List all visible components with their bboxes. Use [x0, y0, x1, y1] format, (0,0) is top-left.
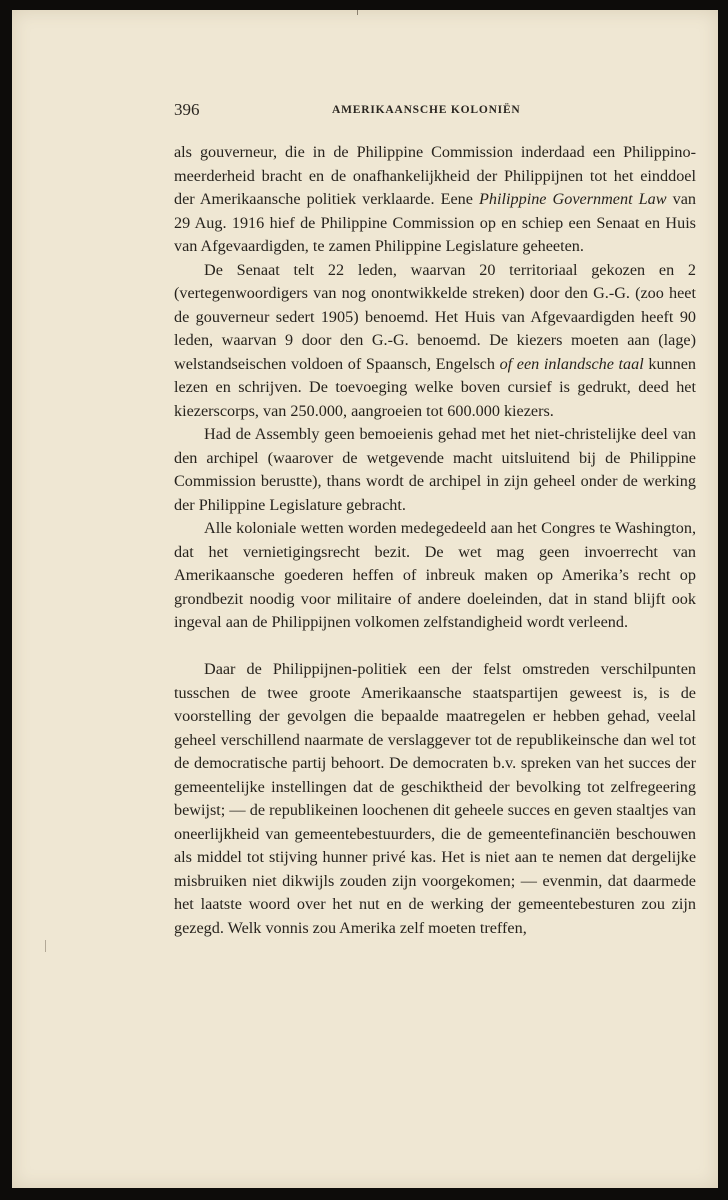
page-speck — [45, 940, 46, 952]
paragraph-1 — [174, 141, 696, 259]
law-title: Philippine Government Law — [479, 190, 667, 208]
body-text — [174, 141, 696, 940]
paragraph-2-start: De Senaat telt 22 leden, waarvan 20 territoriaal gekozen en 2 (vertegenwoordigers van nog onontwikkelde streken) door den G.-G. (zoo heet de gouverneur sedert 1905) benoemd. Het Huis van Afgevaardigden heeft 90 leden, waarvan 9 door den G.-G. benoemd. De kiezers moeten aan (lage) welstandseischen voldoen of Spaansch, Engelsch — [174, 260, 696, 373]
paragraph-5: Daar de Philippijnen-politiek een der felst omstreden verschilpunten tusschen de twee groote Amerikaansche staatspartijen geweest is, is de voorstelling der gevolgen die bepaalde maatregelen er hebben gehad, veelal geheel verschillend naarmate de verslaggever tot de republikeinsche dan wel tot de democratische partij behoort. De democraten b.v. spreken van het succes der gemeentelijke instellingen dat de geschiktheid der bevolking tot zelfregeering bewijst; — de republikeinen loochenen dit geheele succes en geven staaltjes van oneerlijkheid van gemeentebestuurders, die de gemeentefinanciën beschouwen als middel tot stijving hunner privé kas. Het is niet aan te nemen dat dergelijke misbruiken niet dikwijls zouden zijn voorgekomen; — evenmin, dat daarmede het laatste woord over het nut en de werking der gemeentebesturen zou zijn gezegd. Welk vonnis zou Amerika zelf moeten treffen, — [174, 660, 696, 937]
paragraph-2-end: kunnen lezen en schrijven. De toevoeging welke boven cursief is gedrukt, deed het kiezerscorps, van 250.000, aangroeien tot 600.000 kiezers. — [174, 354, 697, 420]
paragraph-3: Had de Assembly geen bemoeienis gehad met het niet-christelijke deel van den archipel (waarover de wetgevende macht uitsluitend bij de Philippine Commission berustte), thans wordt de archipel in zijn geheel onder de werking der Philippine Legislature gebracht. — [174, 425, 696, 514]
paragraph-1-start: als gouverneur, die in de Philippine Commission inderdaad een Philippino-meerderheid bracht en de onafhankelijkheid der Philippijnen tot het einddoel der Amerikaansche politiek verklaarde. Eene — [174, 143, 696, 208]
italic-phrase: of een inlandsche taal — [499, 354, 644, 373]
page-speck — [357, 10, 358, 15]
paragraph-4: Alle koloniale wetten worden medegedeeld aan het Congres te Washington, dat het vernietigingsrecht bezit. De wet mag geen invoerrecht van Amerikaansche goederen heffen of inbreuk maken op Amerika’s recht op grondbezit noodig voor militaire of andere doeleinden, dat in stand blijft ook ingeval aan de Philippijnen volkomen zelfstandigheid wordt verleend. — [174, 519, 696, 631]
page-header — [174, 100, 694, 122]
running-head: AMERIKAANSCHE KOLONIËN — [332, 104, 521, 116]
paragraph-2 — [174, 259, 696, 424]
paragraph-1-end: van 29 Aug. 1916 hief de Philippine Commission op en schiep een Senaat en Huis van Afgevaardigden, te zamen Philippine Legislature geheeten. — [174, 190, 697, 255]
page-number: 396 — [174, 100, 200, 119]
